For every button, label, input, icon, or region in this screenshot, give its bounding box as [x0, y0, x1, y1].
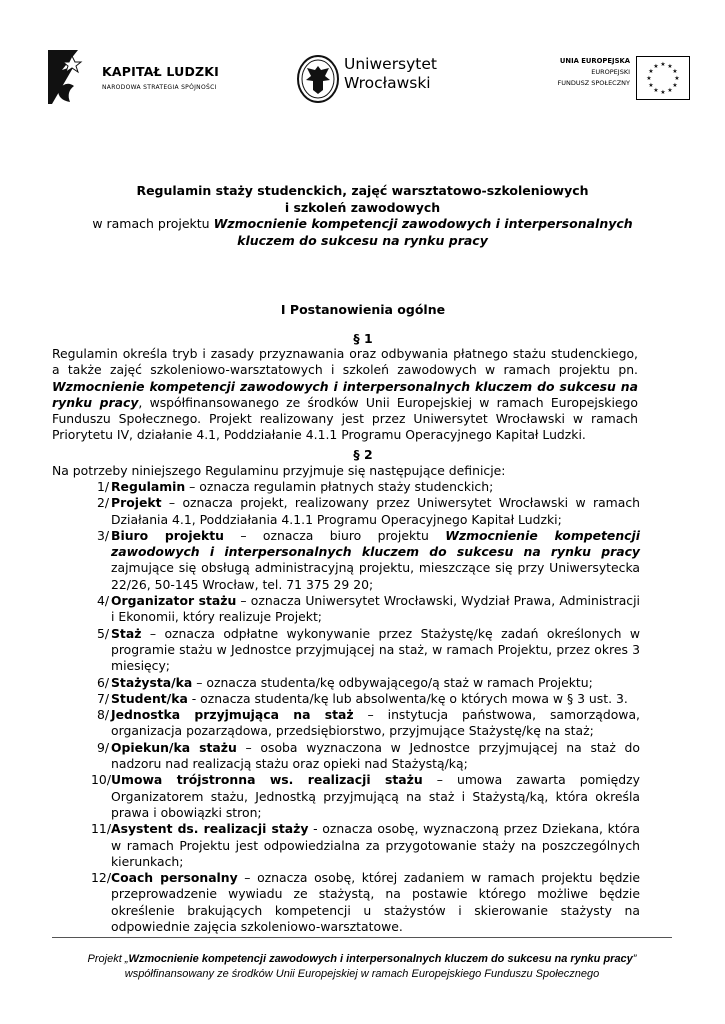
- definition-item: [52, 707, 640, 740]
- definition-number: 10/: [91, 772, 111, 788]
- university-eagle-seal-icon: [296, 54, 340, 104]
- definition-text: – oznacza odpłatne wykonywanie przez Stażystę/kę zadań określonych w programie stażu w Jednostce przyjmującej na staż, w ramach Projektu, przez okres 3 miesięcy;: [111, 625, 640, 674]
- definition-item: [52, 626, 640, 675]
- svg-text:★: ★: [667, 63, 673, 70]
- footer-suffix: ”: [632, 953, 637, 965]
- title-line4: kluczem do sukcesu na rynku pracy: [237, 232, 488, 248]
- definition-term: Asystent ds. realizacji staży: [111, 821, 309, 837]
- definition-number: 5/: [96, 625, 109, 641]
- footer-divider: [52, 937, 672, 938]
- paragraph-1-project-name: Wzmocnienie kompetencji zawodowych i interpersonalnych kluczem do sukcesu na rynku pracy: [52, 378, 638, 410]
- definition-text: – umowa zawarta pomiędzy Organizatorem stażu, Jednostką przyjmującą na staż i Stażystą/ką, która określa prawa i obowiązki stron;: [111, 772, 640, 820]
- definition-text: – instytucja państwowa, samorządowa, organizacja pozarządowa, przedsiębiorstwo, przyjmujące Stażystę/kę na staż;: [111, 707, 640, 739]
- title-project-name: Wzmocnienie kompetencji zawodowych i interpersonalnych: [213, 216, 633, 231]
- definition-term: Student/ka: [111, 690, 188, 706]
- university-logo: [296, 54, 446, 104]
- university-name-line1: Uniwersytet: [344, 55, 437, 73]
- definition-text: – oznacza biuro projektu: [224, 527, 446, 543]
- definition-project-name: Wzmocnienie kompetencji zawodowych i interpersonalnych kluczem do sukcesu na rynku pracy: [111, 527, 640, 560]
- paragraph-2-intro: Na potrzeby niniejszego Regulaminu przyjmuje się następujące definicje:: [52, 463, 506, 478]
- paragraph-1-mark: § 1: [353, 331, 373, 346]
- definition-term: Staż: [111, 625, 142, 641]
- definition-number: 9/: [96, 739, 109, 755]
- title-line3: [60, 216, 665, 233]
- definition-term: Coach personalny: [111, 870, 238, 886]
- definition-term: Jednostka przyjmująca na staż: [111, 707, 354, 723]
- definition-text: zajmujące się obsługą administracyjną projektu, mieszczące się przy Uniwersytecka 22/26, 50-145 Wrocław, tel. 71 375 29 20;: [111, 560, 640, 592]
- definition-text: - oznacza osobę, wyznaczoną przez Dziekana, która w ramach Projektu jest odpowiedzialna za przygotowanie staży na poszczególnych kierunkach;: [111, 821, 640, 869]
- title-line1: Regulamin staży studenckich, zajęć warsztatowo-szkoleniowych: [136, 183, 589, 198]
- paragraph-1-text-b: , współfinansowanego ze środków Unii Europejskiej w ramach Europejskiego Funduszu Społecznego. Projekt realizowany jest przez Uniwersytet Wrocławski w ramach Priorytetu IV, działanie 4.1, Poddziałanie 4.1.1 Programu Operacyjnego Kapitał Ludzki.: [52, 394, 638, 443]
- title-line2: i szkoleń zawodowych: [284, 199, 441, 215]
- kapital-ludzki-emblem-icon: [44, 46, 98, 108]
- kapital-ludzki-subtitle: NARODOWA STRATEGIA SPÓJNOŚCI: [102, 84, 217, 91]
- svg-text:★: ★: [672, 82, 678, 89]
- definition-term: Opiekun/ka stażu: [111, 739, 237, 755]
- definition-number: 1/: [96, 479, 109, 494]
- definition-number: 12/: [91, 870, 111, 886]
- definition-item: [52, 821, 640, 870]
- title-line3-prefix: w ramach projektu: [92, 216, 214, 231]
- footer-prefix: Projekt „: [87, 953, 129, 965]
- definition-text: – osoba wyznaczona w Jednostce przyjmującej na staż do nadzoru nad realizacją stażu oraz opieki nad Stażystą/ką;: [111, 739, 640, 772]
- section-heading: I Postanowienia ogólne: [280, 302, 446, 317]
- footer-line2: współfinansowany ze środków Unii Europejskiej w ramach Europejskiego Funduszu Społecznego: [124, 967, 600, 980]
- svg-text:★: ★: [674, 75, 680, 82]
- footer-project-name: Wzmocnienie kompetencji zawodowych i interpersonalnych kluczem do sukcesu na rynku pracy: [128, 953, 633, 965]
- svg-text:★: ★: [646, 75, 652, 82]
- page-footer: [52, 952, 672, 981]
- definition-text: – oznacza osobę, której zadaniem w ramach projektu będzie przeprowadzenie wywiadu ze stażystą, na postawie którego możliwe będzie określenie brakujących kompetencji u stażystów i skierowanie stażysty na odpowiednie zajęcia szkoleniowo-warsztatowe.: [111, 870, 641, 935]
- eu-fund-line1: EUROPEJSKI: [591, 68, 630, 76]
- definition-number: 8/: [96, 707, 109, 723]
- paragraph-2-mark: § 2: [353, 447, 373, 462]
- definition-text: - oznacza studenta/kę lub absolwenta/kę o których mowa w § 3 ust. 3.: [187, 690, 628, 706]
- definition-text: – oznacza Uniwersytet Wrocławski, Wydział Prawa, Administracji i Ekonomii, który realizuje Projekt;: [111, 593, 640, 625]
- definition-term: Umowa trójstronna ws. realizacji stażu: [111, 772, 423, 788]
- definition-item: [52, 772, 640, 821]
- kapital-ludzki-name: KAPITAŁ LUDZKI: [102, 64, 220, 79]
- svg-text:★: ★: [672, 68, 678, 75]
- definition-item: [52, 495, 640, 528]
- definition-number: 3/: [96, 527, 109, 543]
- eu-title: UNIA EUROPEJSKA: [559, 57, 630, 65]
- definition-number: 7/: [96, 690, 109, 706]
- university-name-line2: Wrocławski: [344, 74, 431, 92]
- svg-text:★: ★: [660, 61, 666, 68]
- definition-text: – oznacza studenta/kę odbywającego/ą staż w ramach Projektu;: [192, 674, 593, 690]
- footer-line1: [52, 952, 672, 967]
- definition-item: [52, 528, 640, 593]
- definition-text: – oznacza regulamin płatnych staży studenckich;: [185, 479, 494, 494]
- svg-text:★: ★: [667, 87, 673, 94]
- definition-number: 11/: [91, 821, 111, 837]
- definition-item: [52, 691, 640, 707]
- paragraph-1-text: [52, 346, 638, 444]
- definition-term: Regulamin: [111, 479, 186, 494]
- definition-number: 6/: [96, 674, 109, 690]
- document-title: [60, 183, 665, 249]
- definition-text: – oznacza projekt, realizowany przez Uniwersytet Wrocławski w ramach Działania 4.1, Poddziałania 4.1.1 Programu Operacyjnego Kapitał Ludzki;: [111, 495, 640, 527]
- kapital-ludzki-logo: [44, 46, 244, 108]
- definitions-list: [52, 479, 640, 935]
- definition-number: 2/: [96, 495, 109, 511]
- svg-text:★: ★: [660, 89, 666, 96]
- eu-fund-line2: FUNDUSZ SPOŁECZNY: [557, 79, 630, 87]
- definition-item: [52, 593, 640, 626]
- definition-term: Stażysta/ka: [111, 674, 193, 690]
- definition-item: [52, 740, 640, 773]
- eu-logo: [520, 56, 690, 102]
- definition-item: [52, 870, 640, 935]
- definition-term: Projekt: [111, 495, 162, 511]
- definition-term: Organizator stażu: [111, 593, 237, 609]
- eu-text: [557, 56, 630, 89]
- eu-flag-icon: [636, 56, 690, 100]
- definition-item: [52, 479, 640, 495]
- svg-text:★: ★: [653, 63, 659, 70]
- definition-number: 4/: [96, 593, 109, 609]
- svg-text:★: ★: [653, 87, 659, 94]
- svg-text:★: ★: [648, 82, 654, 89]
- svg-text:★: ★: [648, 68, 654, 75]
- paragraph-1-text-a: Regulamin określa tryb i zasady przyznawania oraz odbywania płatnego stażu studenckiego, a także zajęć szkoleniowo-warsztatowych i szkoleń zawodowych w ramach projektu pn.: [52, 346, 638, 378]
- definition-item: [52, 675, 640, 691]
- definition-term: Biuro projektu: [111, 527, 224, 543]
